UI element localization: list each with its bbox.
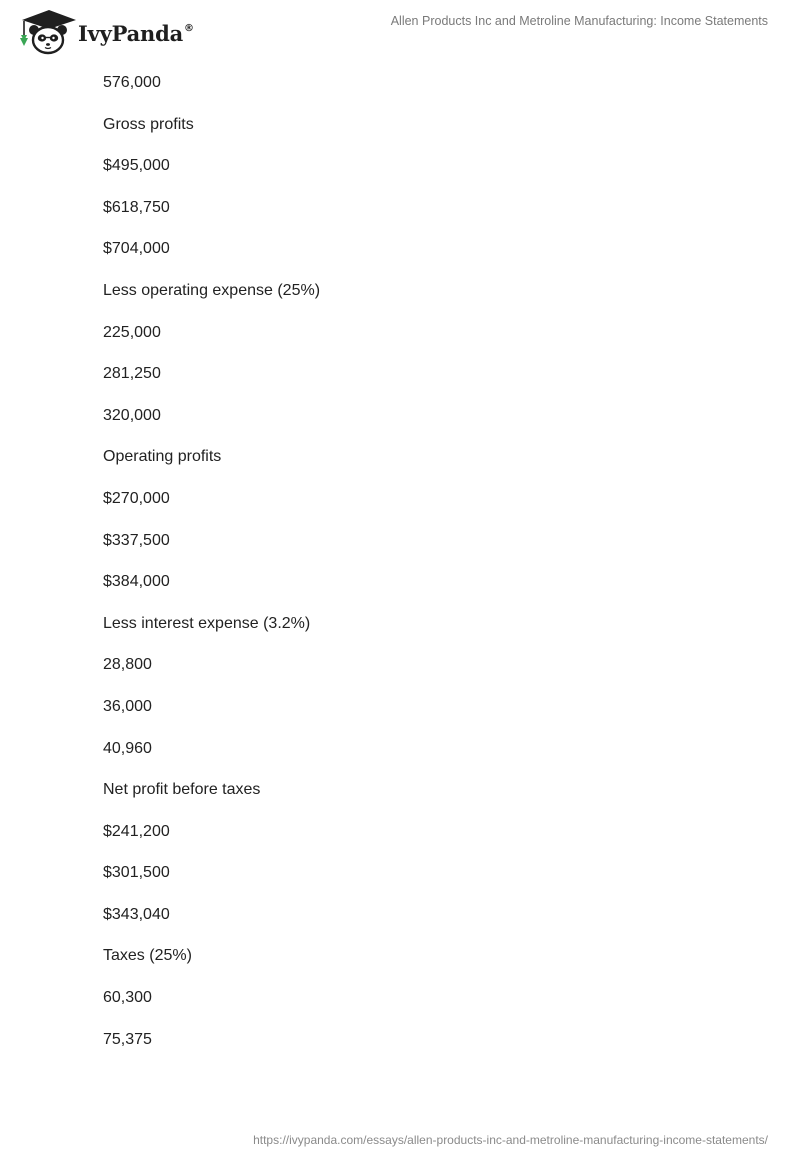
- registered-mark: ®: [184, 22, 194, 34]
- panda-graduate-icon: [14, 8, 76, 56]
- row-label-taxes: Taxes (25%): [103, 947, 192, 965]
- text-line: 28,800: [103, 656, 152, 674]
- text-line: $495,000: [103, 157, 170, 175]
- text-line: 225,000: [103, 323, 161, 341]
- document-title: Allen Products Inc and Metroline Manufacturing: Income Statements: [390, 14, 768, 28]
- text-line: $337,500: [103, 531, 170, 549]
- source-url-link[interactable]: https://ivypanda.com/essays/allen-products-inc-and-metroline-manufacturing-income-statements/: [253, 1133, 768, 1147]
- text-line: $301,500: [103, 864, 170, 882]
- ivypanda-logo[interactable]: [14, 8, 194, 56]
- text-line: 36,000: [103, 697, 152, 715]
- text-line: 281,250: [103, 365, 161, 383]
- text-line: $343,040: [103, 905, 170, 923]
- text-line: $704,000: [103, 240, 170, 258]
- row-label-operating-profits: Operating profits: [103, 448, 222, 466]
- text-line: 75,375: [103, 1030, 152, 1048]
- row-label-interest-expense: Less interest expense (3.2%): [103, 614, 311, 632]
- page-header: [0, 0, 800, 60]
- text-line: $384,000: [103, 573, 170, 591]
- row-label-gross-profits: Gross profits: [103, 115, 194, 133]
- text-line: 40,960: [103, 739, 152, 757]
- text-line: 60,300: [103, 989, 152, 1007]
- text-line: 576,000: [103, 74, 161, 91]
- row-label-operating-expense: Less operating expense (25%): [103, 281, 321, 299]
- text-line: 320,000: [103, 406, 161, 424]
- text-line: $618,750: [103, 198, 170, 216]
- row-label-net-profit-before-taxes: Net profit before taxes: [103, 781, 261, 799]
- brand-name: IvyPanda®: [78, 20, 194, 46]
- text-line: $241,200: [103, 822, 170, 840]
- text-line: $270,000: [103, 489, 170, 507]
- income-statement-content: [103, 73, 703, 1071]
